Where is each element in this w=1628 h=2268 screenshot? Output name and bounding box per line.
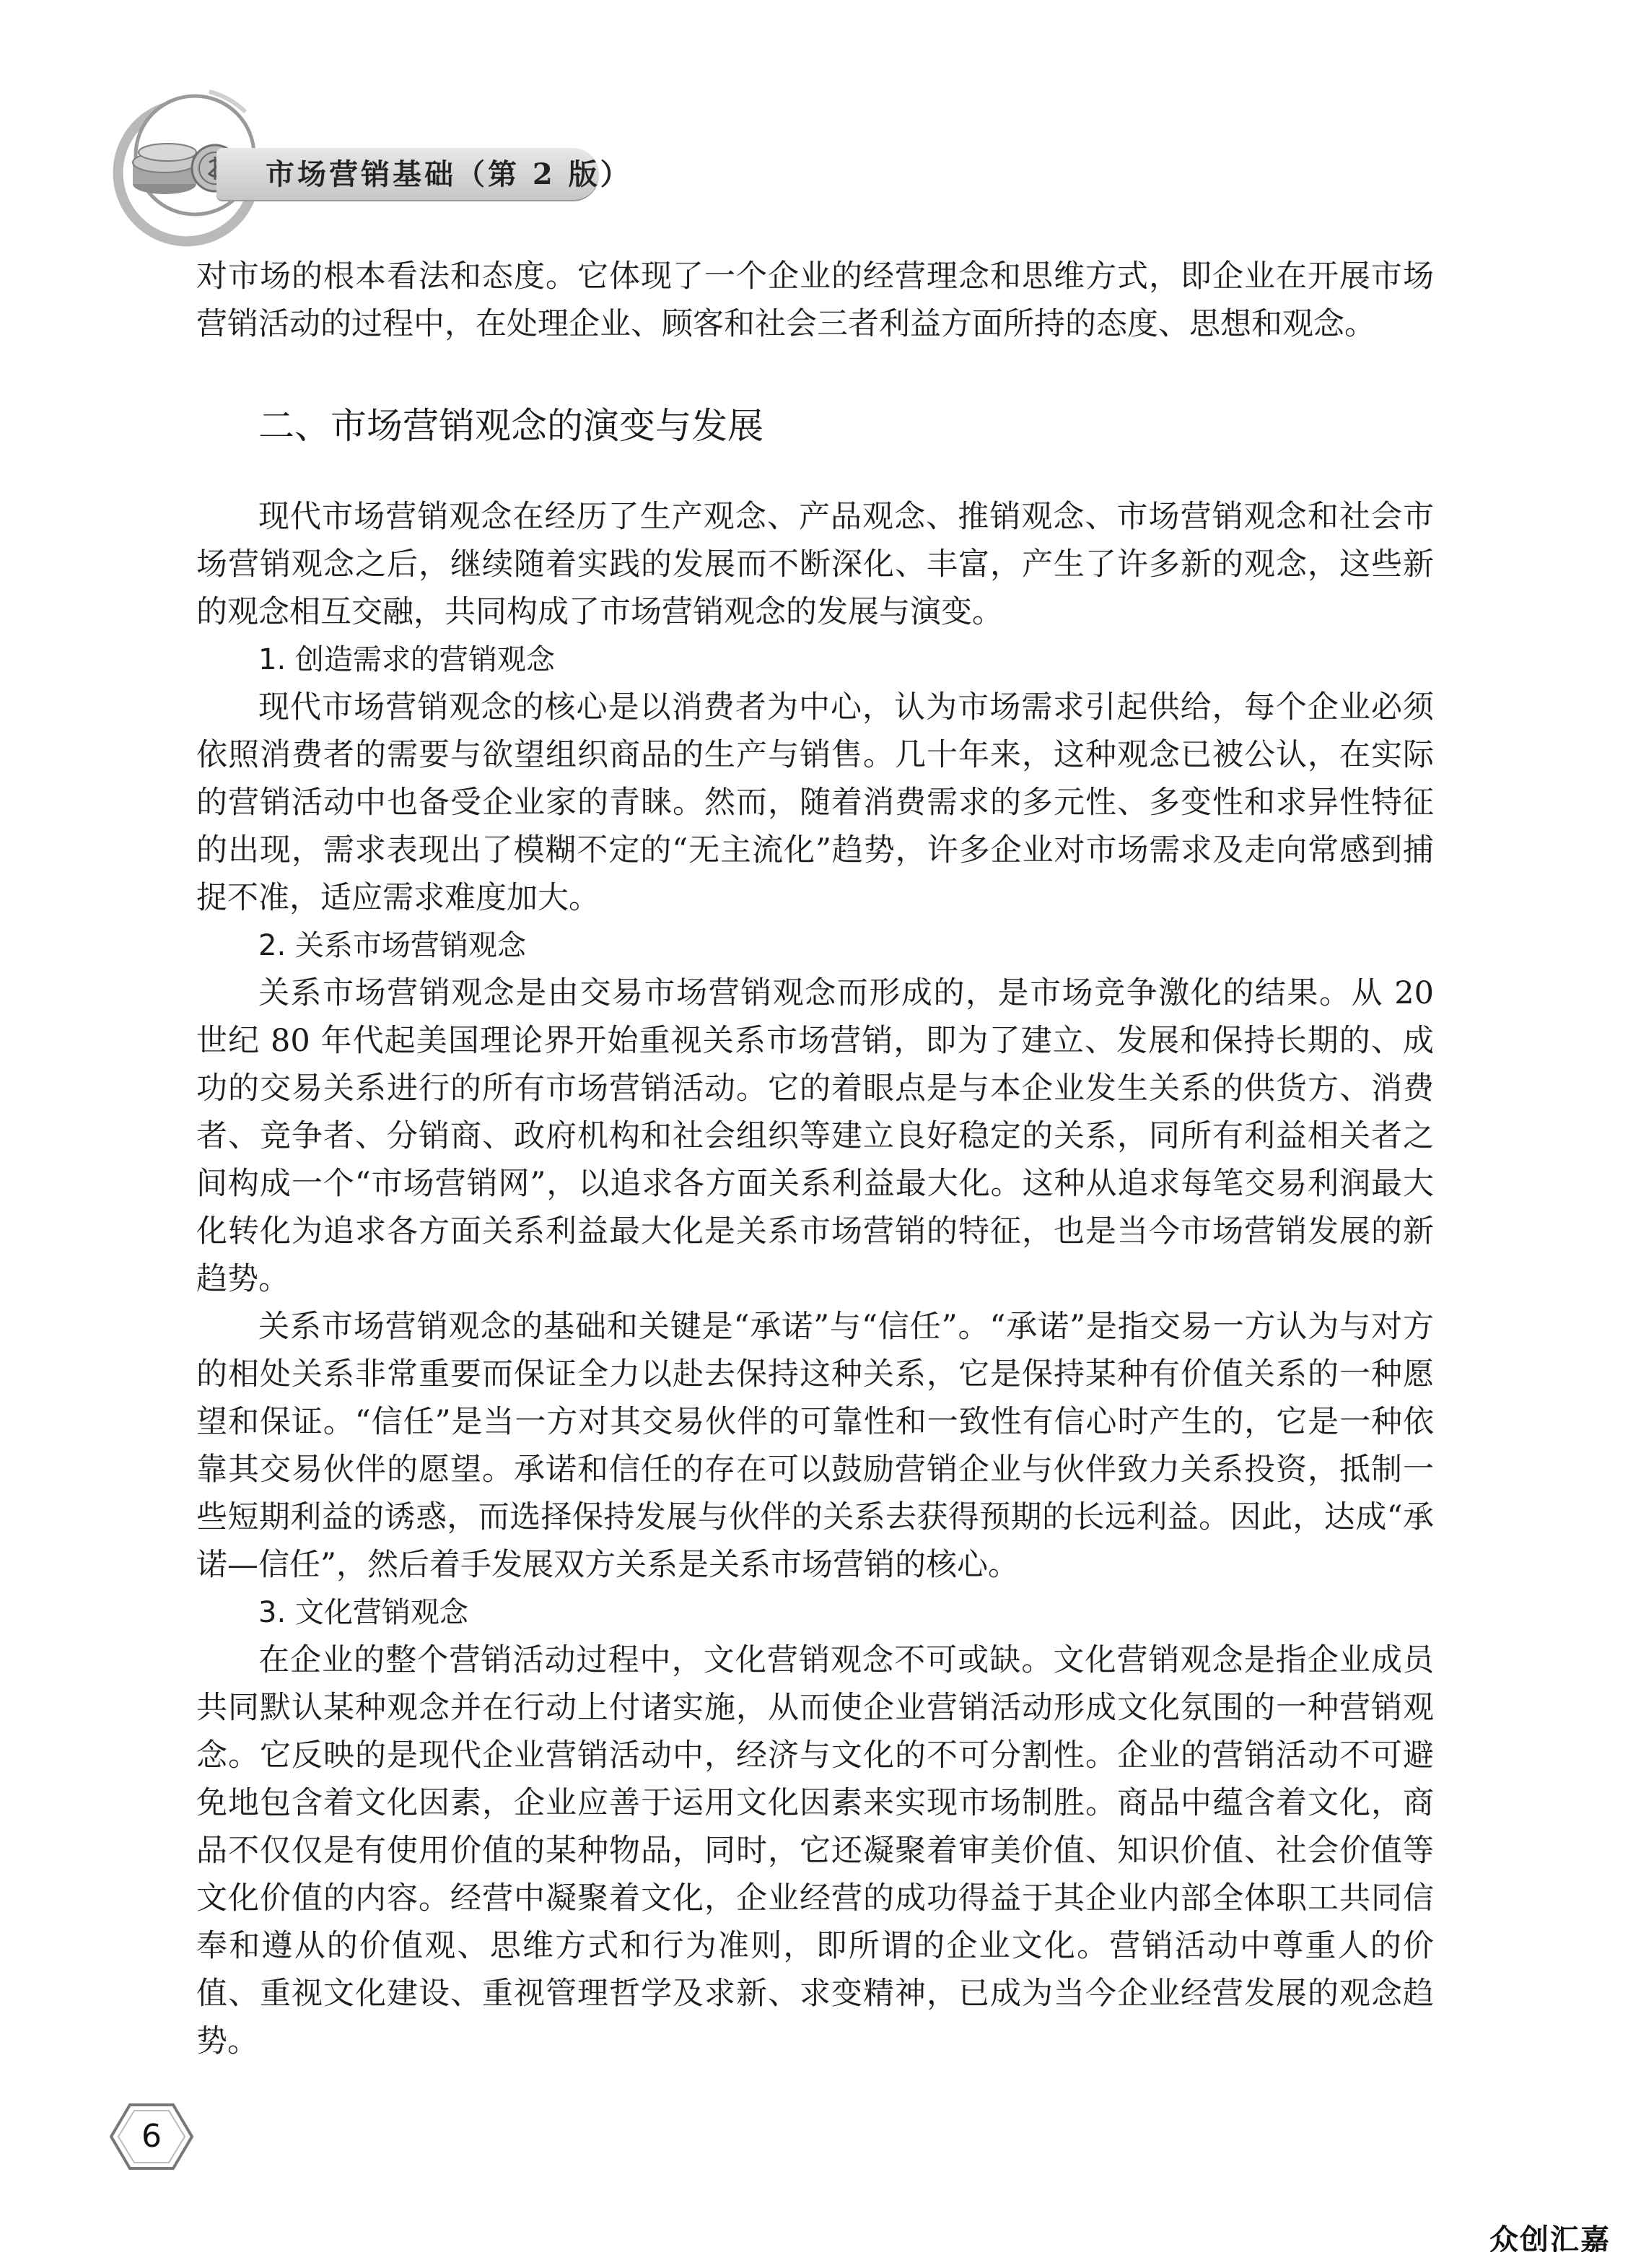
intro-paragraph: 对市场的根本看法和态度。它体现了一个企业的经营理念和思维方式，即企业在开展市场营销活动的过程中，在处理企业、顾客和社会三者利益方面所持的态度、思想和观念。 xyxy=(196,258,1434,342)
subsection-heading-relationship-marketing: 2. 关系市场营销观念 xyxy=(258,929,526,962)
page-number: 6 xyxy=(141,2118,162,2155)
paragraph: 关系市场营销观念是由交易市场营销观念而形成的，是市场竞争激化的结果。从 20 世纪 80 年代起美国理论界开始重视关系市场营销，即为了建立、发展和保持长期的、成功的交易关系进行的所有市场营销活动。它的着眼点是与本企业发生关系的供货方、消费者、竞争者、分销商、政府机构和社会组织等建立良好稳定的关系，同所有利益相关者之间构成一个“市场营销网”，以追求各方面关系利益最大化。这种从追求每笔交易利润最大化转化为追求各方面关系利益最大化是关系市场营销的特征，也是当今市场营销发展的新趋势。 xyxy=(196,975,1434,1297)
section-heading: 二、市场营销观念的演变与发展 xyxy=(258,405,763,447)
section-intro-paragraph: 现代市场营销观念在经历了生产观念、产品观念、推销观念、市场营销观念和社会市场营销观念之后，继续随着实践的发展而不断深化、丰富，产生了许多新的观念，这些新的观念相互交融，共同构成了市场营销观念的发展与演变。 xyxy=(196,499,1434,630)
paragraph: 在企业的整个营销活动过程中，文化营销观念不可或缺。文化营销观念是指企业成员共同默认某种观念并在行动上付诸实施，从而使企业营销活动形成文化氛围的一种营销观念。它反映的是现代企业营销活动中，经济与文化的不可分割性。企业的营销活动不可避免地包含着文化因素，企业应善于运用文化因素来实现市场制胜。商品中蕴含着文化，商品不仅仅是有使用价值的某种物品，同时，它还凝聚着审美价值、知识价值、社会价值等文化价值的内容。经营中凝聚着文化，企业经营的成功得益于其企业内部全体职工共同信奉和遵从的价值观、思维方式和行为准则，即所谓的企业文化。营销活动中尊重人的价值、重视文化建设、重视管理哲学及求新、求变精神，已成为当今企业经营发展的观念趋势。 xyxy=(196,1642,1434,2059)
main-text-block xyxy=(196,493,1434,2065)
subsection-heading-cultural-marketing: 3. 文化营销观念 xyxy=(258,1596,468,1629)
watermark: 众创汇嘉 xyxy=(1489,2223,1611,2256)
intro-text-block xyxy=(196,253,1434,348)
paragraph: 关系市场营销观念的基础和关键是“承诺”与“信任”。“承诺”是指交易一方认为与对方的相处关系非常重要而保证全力以赴去保持这种关系，它是保持某种有价值关系的一种愿望和保证。“信任”是当一方对其交易伙伴的可靠性和一致性有信心时产生的，它是一种依靠其交易伙伴的愿望。承诺和信任的存在可以鼓励营销企业与伙伴致力关系投资，抵制一些短期利益的诱惑，而选择保持发展与伙伴的关系去获得预期的长远利益。因此，达成“承诺—信任”，然后着手发展双方关系是关系市场营销的核心。 xyxy=(196,1309,1434,1583)
subsection-heading-creating-demand: 1. 创造需求的营销观念 xyxy=(258,643,555,676)
paragraph: 现代市场营销观念的核心是以消费者为中心，认为市场需求引起供给，每个企业必须依照消费者的需要与欲望组织商品的生产与销售。几十年来，这种观念已被公认，在实际的营销活动中也备受企业家的青睐。然而，随着消费需求的多元性、多变性和求异性特征的出现，需求表现出了模糊不定的“无主流化”趋势，许多企业对市场需求及走向常感到捕捉不准，适应需求难度加大。 xyxy=(196,689,1434,916)
book-title: 市场营销基础（第 2 版） xyxy=(266,157,632,191)
